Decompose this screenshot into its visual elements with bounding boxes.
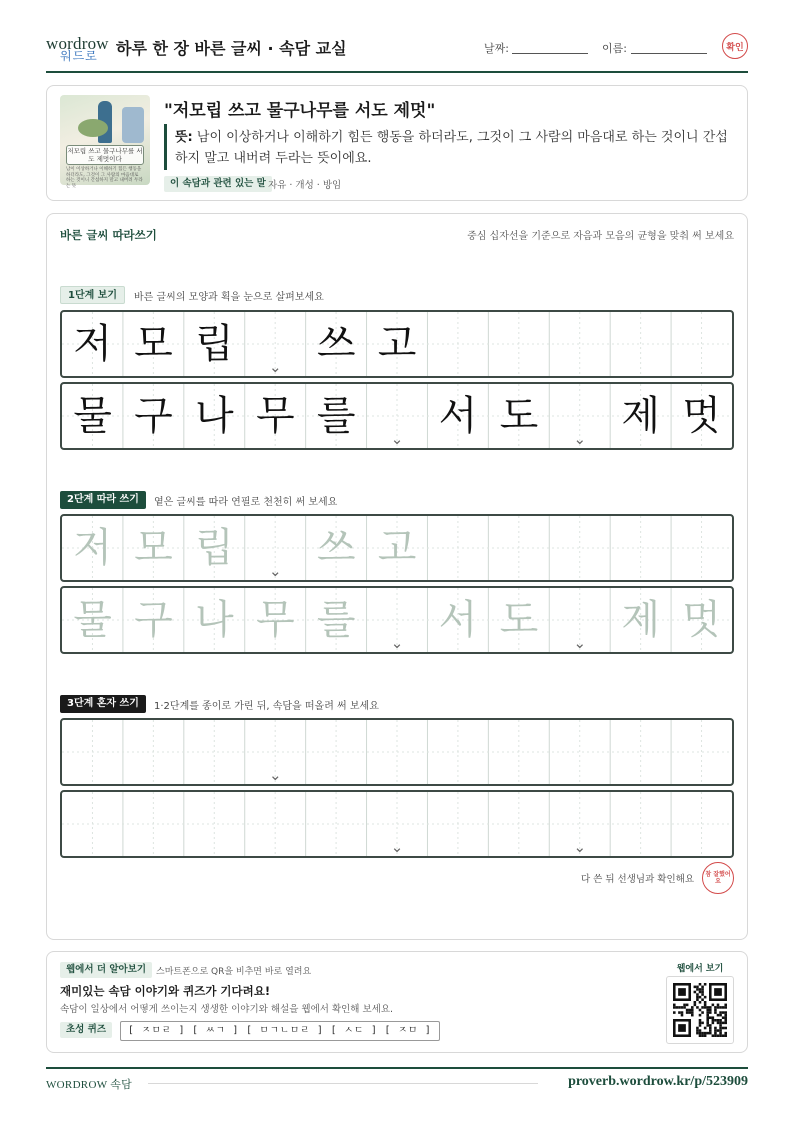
practice-char: 구 — [134, 597, 173, 643]
illustration-banner: 저모립 쓰고 물구나무를 서도 제멋이다 — [67, 147, 143, 163]
practice-char: 제 — [621, 393, 661, 439]
practice-char: 멋 — [682, 597, 721, 643]
practice-char: 나 — [195, 597, 234, 643]
step1-desc: 바른 글씨의 모양과 획을 눈으로 살펴보세요 — [134, 292, 324, 303]
practice-char: 서 — [438, 597, 478, 643]
web-tag: 웹에서 더 알아보기 — [60, 962, 152, 978]
practice-row — [60, 310, 734, 378]
practice-char: 모 — [134, 525, 173, 571]
related-words: 자유 · 개성 · 방임 — [268, 180, 342, 191]
space-marker-icon: ⌄ — [390, 634, 404, 652]
practice-char: 도 — [499, 597, 539, 643]
practice-char: 를 — [316, 393, 356, 439]
proverb-text: "저모립 쓰고 물구나무를 서도 제멋" — [164, 101, 436, 121]
practice-row[interactable] — [60, 514, 734, 582]
date-label: 날짜: — [484, 42, 509, 55]
practice-char: 저 — [73, 525, 112, 571]
wordrow-logo — [46, 34, 109, 63]
web-description: 속담이 일상에서 어떻게 쓰이는지 생생한 이야기와 해설을 웹에서 확인해 보세요. — [60, 1004, 394, 1015]
practice-char: 물 — [73, 597, 112, 643]
space-marker-icon: ⌄ — [573, 634, 587, 652]
footer-divider — [46, 1067, 748, 1069]
practice-char: 나 — [195, 393, 234, 439]
footer-brand: WORDROW 속담 — [46, 1079, 133, 1091]
page-title: 하루 한 장 바른 글씨 · 속담 교실 — [116, 39, 347, 58]
illustration-caption: 남이 이상하거나 이해하기 힘든 행동을 하더라도, 그것이 그 사람의 마음대로 하는 것이니 간섭하지 말고 내버려 두라는 뜻 — [66, 167, 143, 189]
practice-char: 제 — [621, 597, 661, 643]
check-note: 다 쓴 뒤 선생님과 확인해요 — [580, 874, 694, 885]
step1-badge: 1단계 보기 — [60, 286, 125, 304]
related-words-tag: 이 속담과 관련 있는 말 — [164, 176, 272, 192]
web-hint: 스마트폰으로 QR을 비추면 바로 열려요 — [156, 967, 312, 977]
practice-note: 중심 십자선을 기준으로 자음과 모음의 균형을 맞춰 써 보세요 — [467, 231, 734, 242]
proverb-illustration — [60, 95, 150, 189]
name-field[interactable] — [631, 53, 707, 54]
space-marker-icon: ⌄ — [268, 766, 282, 784]
well-done-stamp — [702, 862, 734, 894]
logo-sub-text: 워드로 — [60, 49, 98, 63]
qr-code-icon — [673, 983, 727, 1037]
space-marker-icon: ⌄ — [573, 838, 587, 856]
practice-row[interactable] — [60, 790, 734, 858]
proverb-meaning — [175, 127, 735, 169]
name-label: 이름: — [602, 42, 627, 55]
space-marker-icon: ⌄ — [390, 838, 404, 856]
space-marker-icon: ⌄ — [390, 430, 404, 448]
stamp-text: 확인 — [726, 42, 744, 53]
practice-char: 서 — [438, 393, 478, 439]
footer-line — [148, 1083, 538, 1084]
practice-char: 물 — [73, 393, 112, 439]
meaning-text: 남이 이상하거나 이해하기 힘든 행동을 하더라도, 그것이 그 사람의 마음대로 하는 것이니 간섭하지 말고 내버려 두라는 뜻이에요. — [175, 130, 728, 166]
step3-badge: 3단계 혼자 쓰기 — [60, 695, 146, 713]
practice-char: 멋 — [682, 393, 721, 439]
qr-label: 웹에서 보기 — [676, 964, 724, 974]
space-marker-icon: ⌄ — [573, 430, 587, 448]
initial-consonant-quiz: [ ㅈㅁㄹ ] [ ㅆㄱ ] [ ㅁㄱㄴㅁㄹ ] [ ㅅㄷ ] [ ㅈㅁ ] — [120, 1021, 440, 1041]
practice-char: 립 — [195, 321, 234, 367]
practice-row[interactable] — [60, 718, 734, 786]
practice-char: 쓰 — [316, 525, 356, 571]
practice-char: 무 — [255, 393, 295, 439]
space-marker-icon: ⌄ — [268, 358, 282, 376]
practice-char: 모 — [134, 321, 173, 367]
practice-char: 고 — [377, 321, 417, 367]
space-marker-icon: ⌄ — [268, 562, 282, 580]
illustration-figure — [78, 119, 108, 137]
meaning-accent-bar — [164, 124, 167, 170]
grid-lines — [62, 720, 732, 784]
web-headline: 재미있는 속담 이야기와 퀴즈가 기다려요! — [60, 984, 271, 998]
qr-code[interactable] — [666, 976, 734, 1044]
illustration-figure — [122, 107, 144, 143]
step2-badge: 2단계 따라 쓰기 — [60, 491, 146, 509]
practice-char: 고 — [377, 525, 417, 571]
practice-row — [60, 382, 734, 450]
meaning-label: 뜻: — [175, 130, 193, 145]
logo-text: wordrow — [46, 34, 109, 53]
header-divider — [46, 71, 748, 73]
practice-char: 구 — [134, 393, 173, 439]
practice-char: 도 — [499, 393, 539, 439]
footer-url[interactable]: proverb.wordrow.kr/p/523909 — [568, 1074, 748, 1089]
quiz-tag: 초성 퀴즈 — [60, 1022, 112, 1038]
teacher-check-stamp — [722, 33, 748, 59]
date-field[interactable] — [512, 53, 588, 54]
practice-char: 립 — [195, 525, 234, 571]
well-done-stamp-text: 참 잘했어요 — [705, 871, 731, 885]
practice-title: 바른 글씨 따라쓰기 — [60, 228, 157, 242]
practice-char: 를 — [316, 597, 356, 643]
step3-desc: 1·2단계를 종이로 가린 뒤, 속담을 떠올려 써 보세요 — [154, 701, 379, 712]
practice-char: 무 — [255, 597, 295, 643]
practice-char: 쓰 — [316, 321, 356, 367]
practice-row[interactable] — [60, 586, 734, 654]
practice-char: 저 — [73, 321, 112, 367]
step2-desc: 옅은 글씨를 따라 연필로 천천히 써 보세요 — [154, 497, 338, 508]
